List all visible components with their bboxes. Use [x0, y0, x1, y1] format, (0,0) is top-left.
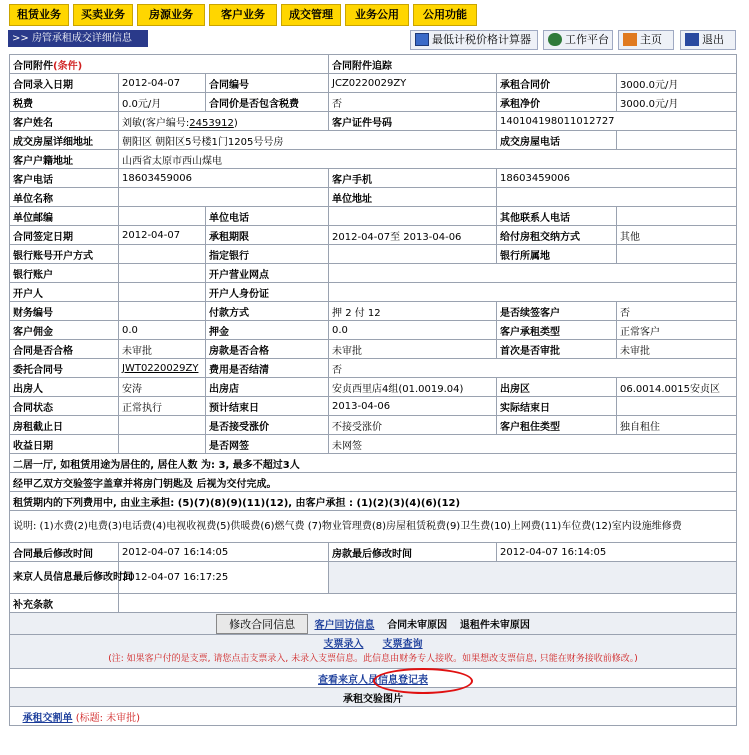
last-mod-label: 合同最后修改时间: [10, 543, 119, 562]
cust-name-text: 刘敏(客户编号:: [122, 117, 190, 129]
mobile: 18603459006: [497, 169, 737, 188]
visitor-mod: 2012-04-07 16:17:25: [119, 562, 329, 594]
entry-date-label: 合同录入日期: [10, 74, 119, 93]
raise-label: 是否接受涨价: [206, 416, 329, 435]
contract-detail-table: [9, 54, 737, 726]
bank-acct-type-label: 银行账号开户方式: [10, 245, 119, 264]
acct: [119, 264, 206, 283]
addr-label: 成交房屋详细地址: [10, 131, 119, 150]
cert: 140104198011012727: [497, 112, 737, 131]
check-entry-link[interactable]: 支票录入: [323, 638, 364, 650]
holder-id: [329, 283, 737, 302]
unit-tel: [329, 207, 497, 226]
workbench-button[interactable]: [543, 30, 613, 50]
branch-label: 开户营业网点: [206, 264, 329, 283]
fee-mod: 2012-04-07 16:14:05: [497, 543, 737, 562]
status-label: 合同状态: [10, 397, 119, 416]
bank-label: 指定银行: [206, 245, 329, 264]
plan-end: 2013-04-06: [329, 397, 497, 416]
cust-type-label: 客户承租类型: [497, 321, 617, 340]
renew: 否: [617, 302, 737, 321]
first-label: 首次是否审批: [497, 340, 617, 359]
deposit-label: 押金: [206, 321, 329, 340]
acct-label: 银行账户: [10, 264, 119, 283]
entry-date: 2012-04-07: [119, 74, 206, 93]
live-type: 独自租住: [617, 416, 737, 435]
bank: [329, 245, 497, 264]
entrust-link[interactable]: JWT0220029ZY: [119, 359, 206, 378]
status: 正常执行: [119, 397, 206, 416]
owner: 安涛: [119, 378, 206, 397]
breadcrumb: >> 房管承租成交详细信息: [8, 30, 148, 47]
home-label: 主页: [640, 33, 662, 46]
commission-label: 客户佣金: [10, 321, 119, 340]
net-label: 承租净价: [497, 93, 617, 112]
calculator-icon: [415, 33, 429, 46]
modify-contract-button[interactable]: 修改合同信息: [216, 614, 308, 634]
tab-common[interactable]: 业务公用: [345, 4, 409, 26]
tab-house[interactable]: 房源业务: [137, 4, 205, 26]
attach-note[interactable]: (条件): [53, 60, 83, 72]
no-review-link[interactable]: 合同未审原因: [387, 619, 448, 631]
sign-date: 2012-04-07: [119, 226, 206, 245]
other-tel: [617, 207, 737, 226]
last-mod: 2012-04-07 16:14:05: [119, 543, 329, 562]
note-handover: 经甲乙双方交验签字盖章并将房门钥匙及 后视为交付完成。: [10, 473, 737, 492]
entrust-label: 委托合同号: [10, 359, 119, 378]
unit-tel-label: 单位电话: [206, 207, 329, 226]
bank-loc-label: 银行所属地: [497, 245, 617, 264]
check-note: (注: 如果客户付的是支票, 请您点击支票录入, 未录入支票信息。此信息由财务专人接收。如果想改支票信息, 只能在财务接收前修改。): [108, 653, 638, 664]
visitor-link[interactable]: 查看来京人员信息登记表: [318, 674, 429, 686]
extra: [119, 594, 737, 613]
income: [119, 435, 206, 454]
contract-no: JCZ0220029ZY: [329, 74, 497, 93]
unit-post-label: 单位邮编: [10, 207, 119, 226]
unit-addr: [497, 188, 737, 207]
bottom-link[interactable]: 承租交割单: [22, 712, 73, 724]
pay-label: 付款方式: [206, 302, 329, 321]
calc-button[interactable]: [410, 30, 538, 50]
sign-net: 未网签: [329, 435, 737, 454]
tab-sale[interactable]: 买卖业务: [73, 4, 133, 26]
pay-way: 其他: [617, 226, 737, 245]
bank-acct-type: [119, 245, 206, 264]
visitor-mod-blank: [329, 562, 737, 594]
renew-label: 是否续签客户: [497, 302, 617, 321]
cust-name: [119, 112, 329, 131]
tel: 18603459006: [119, 169, 329, 188]
contract-ok-label: 合同是否合格: [10, 340, 119, 359]
cert-label: 客户证件号码: [329, 112, 497, 131]
calc-label: 最低计税价格计算器: [432, 33, 531, 46]
branch: [329, 264, 737, 283]
owner-label: 出房人: [10, 378, 119, 397]
note-fees: 租赁期内的下列费用中, 由业主承担: (5)(7)(8)(9)(11)(12), 由客户承担 : (1)(2)(3)(4)(6)(12): [10, 492, 737, 511]
holder-id-label: 开户人身份证: [206, 283, 329, 302]
bottom-note: (标题: 未审批): [75, 712, 141, 724]
mobile-label: 客户手机: [329, 169, 497, 188]
period: 2012-04-07至 2013-04-06: [329, 226, 497, 245]
incl-tax-label: 合同价是否包含税费: [206, 93, 329, 112]
unit-addr-label: 单位地址: [329, 188, 497, 207]
action-row: [10, 613, 737, 635]
cust-name-close: ): [233, 117, 238, 129]
unit-post: [119, 207, 206, 226]
user-icon: [548, 33, 562, 46]
sign-date-label: 合同签定日期: [10, 226, 119, 245]
tax-label: 税费: [10, 93, 119, 112]
note-residence: 二居一厅, 如租赁用途为居住的, 居住人数 为: 3, 最多不超过3人: [10, 454, 737, 473]
store-label: 出房店: [206, 378, 329, 397]
revisit-link[interactable]: 客户回访信息: [314, 619, 375, 631]
tab-rent[interactable]: 租赁业务: [9, 4, 69, 26]
commission: 0.0: [119, 321, 206, 340]
plan-end-label: 预计结束日: [206, 397, 329, 416]
hukou-label: 客户户籍地址: [10, 150, 119, 169]
cust-type: 正常客户: [617, 321, 737, 340]
fee-mod-label: 房款最后修改时间: [329, 543, 497, 562]
exit-icon: [685, 33, 699, 46]
exit-label: 退出: [702, 33, 724, 46]
tel-label: 客户电话: [10, 169, 119, 188]
net: 3000.0元/月: [617, 93, 737, 112]
area: 06.0014.0015安贞区: [617, 378, 737, 397]
sub-bar: [0, 29, 749, 53]
fin-no-label: 财务编号: [10, 302, 119, 321]
home-icon: [623, 33, 637, 46]
visitor-mod-label: 来京人员信息最后修改时间: [10, 562, 119, 594]
actual-end-label: 实际结束日: [497, 397, 617, 416]
pay: 押 2 付 12: [329, 302, 497, 321]
house-tel: [617, 131, 737, 150]
store: 安贞西里店4组(01.0019.04): [329, 378, 497, 397]
incl-tax: 否: [329, 93, 497, 112]
settled-label: 费用是否结清: [206, 359, 329, 378]
first: 未审批: [617, 340, 737, 359]
pics-header: 承租交验图片: [10, 688, 737, 707]
hukou: 山西省太原市西山煤电: [119, 150, 737, 169]
attach-label: 合同附件: [13, 60, 53, 72]
other-tel-label: 其他联系人电话: [497, 207, 617, 226]
ret-no-review-link[interactable]: 退租件未审原因: [459, 619, 530, 631]
exit-button[interactable]: [680, 30, 736, 50]
home-button[interactable]: [618, 30, 674, 50]
bottom-row: [10, 707, 737, 726]
deposit: 0.0: [329, 321, 497, 340]
bank-loc: [617, 245, 737, 264]
unit: [119, 188, 329, 207]
period-label: 承租期限: [206, 226, 329, 245]
addr: 朝阳区 朝阳区5号楼1门1205号号房: [119, 131, 497, 150]
rent-price-label: 承租合同价: [497, 74, 617, 93]
income-label: 收益日期: [10, 435, 119, 454]
house-tel-label: 成交房屋电话: [497, 131, 617, 150]
attach-cell: [10, 55, 329, 74]
contract-no-label: 合同编号: [206, 74, 329, 93]
extra-label: 补充条款: [10, 594, 119, 613]
cust-name-label: 客户姓名: [10, 112, 119, 131]
fee-ok-label: 房款是否合格: [206, 340, 329, 359]
check-row: [10, 635, 737, 669]
fin-no: [119, 302, 206, 321]
settled: 否: [329, 359, 737, 378]
check-query-link[interactable]: 支票查询: [382, 638, 423, 650]
cust-id-link[interactable]: 2453912: [189, 117, 234, 129]
breadcrumb-label: 房管承租成交详细信息: [31, 33, 132, 44]
area-label: 出房区: [497, 378, 617, 397]
note-explain: 说明: (1)水费(2)电费(3)电话费(4)电视收视费(5)供暖费(6)燃气费 (7)物业管理费(8)房屋租赁税费(9)卫生费(10)上网费(11)车位费(12)室内设施维修费: [10, 511, 737, 543]
holder-label: 开户人: [10, 283, 119, 302]
live-type-label: 客户租住类型: [497, 416, 617, 435]
sign-net-label: 是否网签: [206, 435, 329, 454]
raise: 不接受涨价: [329, 416, 497, 435]
workbench-label: 工作平台: [565, 33, 609, 46]
top-nav: [0, 0, 749, 27]
unit-label: 单位名称: [10, 188, 119, 207]
tab-deal[interactable]: 成交管理: [281, 4, 341, 26]
highlight-oval: [373, 668, 473, 694]
contract-ok: 未审批: [119, 340, 206, 359]
actual-end: [617, 397, 737, 416]
pay-way-label: 给付房租交纳方式: [497, 226, 617, 245]
rent-price: 3000.0元/月: [617, 74, 737, 93]
holder: [119, 283, 206, 302]
attach-trace: 合同附件追踪: [329, 55, 737, 74]
stop: [119, 416, 206, 435]
tax: 0.0元/月: [119, 93, 206, 112]
tab-public[interactable]: 公用功能: [413, 4, 477, 26]
tab-customer[interactable]: 客户业务: [209, 4, 277, 26]
fee-ok: 未审批: [329, 340, 497, 359]
stop-label: 房租截止日: [10, 416, 119, 435]
